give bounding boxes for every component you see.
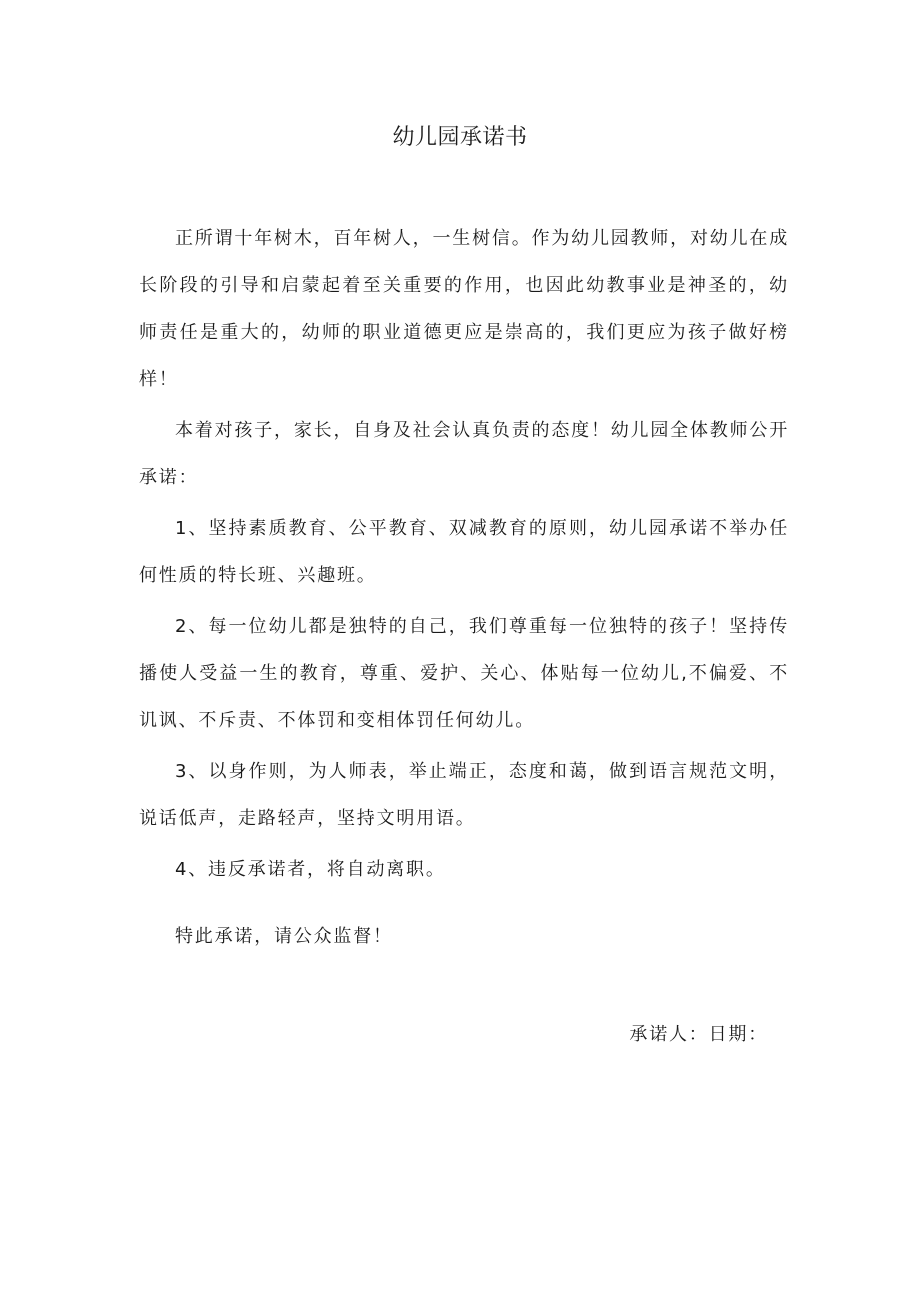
paragraph-closing: 特此承诺，请公众监督！ bbox=[175, 926, 393, 947]
paragraph-item-1: 1、坚持素质教育、公平教育、双减教育的原则，幼儿园承诺不举办任何性质的特长班、兴趣班。 bbox=[139, 518, 789, 586]
paragraph-item-3: 3、以身作则，为人师表，举止端正，态度和蔼，做到语言规范文明，说话低声，走路轻声，坚持文明用语。 bbox=[139, 761, 789, 829]
paragraph-item-4: 4、违反承诺者，将自动离职。 bbox=[175, 859, 446, 880]
paragraph-item-2: 2、每一位幼儿都是独特的自己，我们尊重每一位独特的孩子！坚持传播使人受益一生的教育，尊重、爱护、关心、体贴每一位幼儿,不偏爱、不讥讽、不斥责、不体罚和变相体罚任何幼儿。 bbox=[139, 616, 789, 731]
paragraph-intro: 正所谓十年树木，百年树人，一生树信。作为幼儿园教师，对幼儿在成长阶段的引导和启蒙起着至关重要的作用，也因此幼教事业是神圣的，幼师责任是重大的，幼师的职业道德更应是崇高的，我们更应为孩子做好榜样！ bbox=[139, 228, 789, 390]
paragraph-commitment-lead: 本着对孩子，家长，自身及社会认真负责的态度！幼儿园全体教师公开承诺： bbox=[139, 420, 789, 488]
signature-line: 承诺人：日期： bbox=[629, 1024, 768, 1045]
document-body bbox=[139, 215, 789, 964]
document-title: 幼儿园承诺书 bbox=[392, 125, 528, 150]
